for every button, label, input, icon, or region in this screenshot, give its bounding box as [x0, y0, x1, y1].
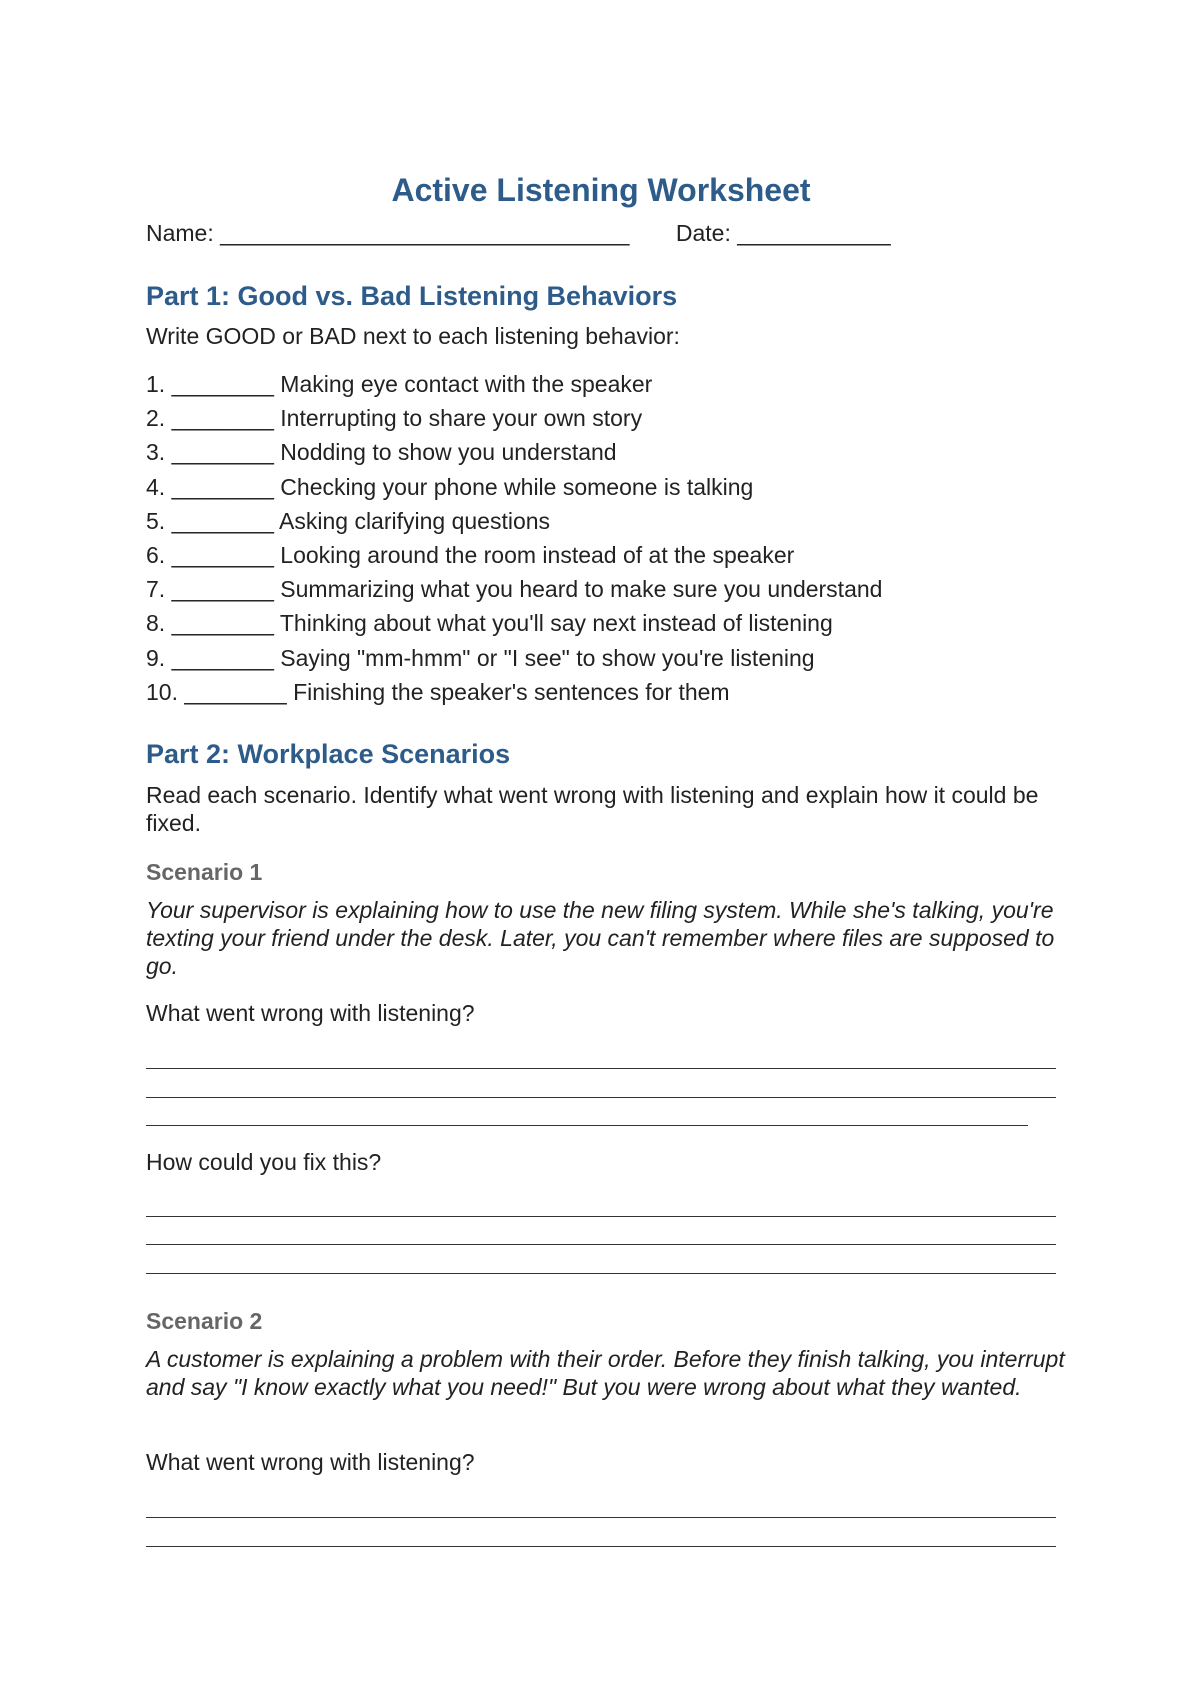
name-field[interactable]: Name: ________________________________: [146, 220, 630, 246]
scenario-1-text: Your supervisor is explaining how to use the new filing system. While she's talking, you're texting your friend under the desk. Later, you can't remember where files are supposed to go.: [146, 897, 1055, 979]
answer-line[interactable]: [146, 1125, 1028, 1126]
name-date-row: [146, 220, 891, 247]
part1-heading: Part 1: Good vs. Bad Listening Behaviors: [146, 281, 678, 311]
answer-line[interactable]: [146, 1216, 1056, 1217]
scenario-1-question-wrong: What went wrong with listening?: [146, 1000, 475, 1026]
answer-line[interactable]: [146, 1068, 1056, 1069]
behavior-item[interactable]: 8. ________ Thinking about what you'll say next instead of listening: [146, 610, 833, 637]
behavior-item[interactable]: 5. ________ Asking clarifying questions: [146, 507, 551, 534]
answer-line[interactable]: [146, 1097, 1056, 1098]
answer-line[interactable]: [146, 1517, 1056, 1518]
behavior-item[interactable]: 2. ________ Interrupting to share your own story: [146, 405, 643, 432]
behavior-list: [146, 370, 882, 712]
part1-instructions: Write GOOD or BAD next to each listening behavior:: [146, 323, 680, 349]
worksheet-title: Active Listening Worksheet: [391, 172, 811, 208]
answer-line[interactable]: [146, 1244, 1056, 1245]
part2-heading: Part 2: Workplace Scenarios: [146, 739, 511, 769]
behavior-item[interactable]: 9. ________ Saying "mm-hmm" or "I see" to show you're listening: [146, 644, 815, 671]
date-field[interactable]: Date: ____________: [675, 220, 891, 246]
scenario-2-question-wrong: What went wrong with listening?: [146, 1449, 475, 1475]
behavior-item[interactable]: 10. ________ Finishing the speaker's sentences for them: [146, 678, 730, 705]
answer-line[interactable]: [146, 1273, 1056, 1274]
part2-instructions: Read each scenario. Identify what went wrong with listening and explain how it could be fixed.: [146, 782, 1039, 836]
scenario-2-text: A customer is explaining a problem with their order. Before they finish talking, you interrupt and say "I know exactly what you need!" But you were wrong about what they wanted.: [146, 1346, 1065, 1400]
scenario-1-question-fix: How could you fix this?: [146, 1149, 382, 1175]
answer-line[interactable]: [146, 1546, 1056, 1547]
behavior-item[interactable]: 7. ________ Summarizing what you heard to make sure you understand: [146, 576, 883, 603]
behavior-item[interactable]: 4. ________ Checking your phone while someone is talking: [146, 473, 754, 500]
scenario-2-title: Scenario 2: [146, 1308, 263, 1334]
behavior-item[interactable]: 6. ________ Looking around the room instead of at the speaker: [146, 541, 795, 568]
behavior-item[interactable]: 3. ________ Nodding to show you understand: [146, 439, 617, 466]
scenario-1-title: Scenario 1: [146, 859, 263, 885]
behavior-item[interactable]: 1. ________ Making eye contact with the speaker: [146, 371, 653, 397]
